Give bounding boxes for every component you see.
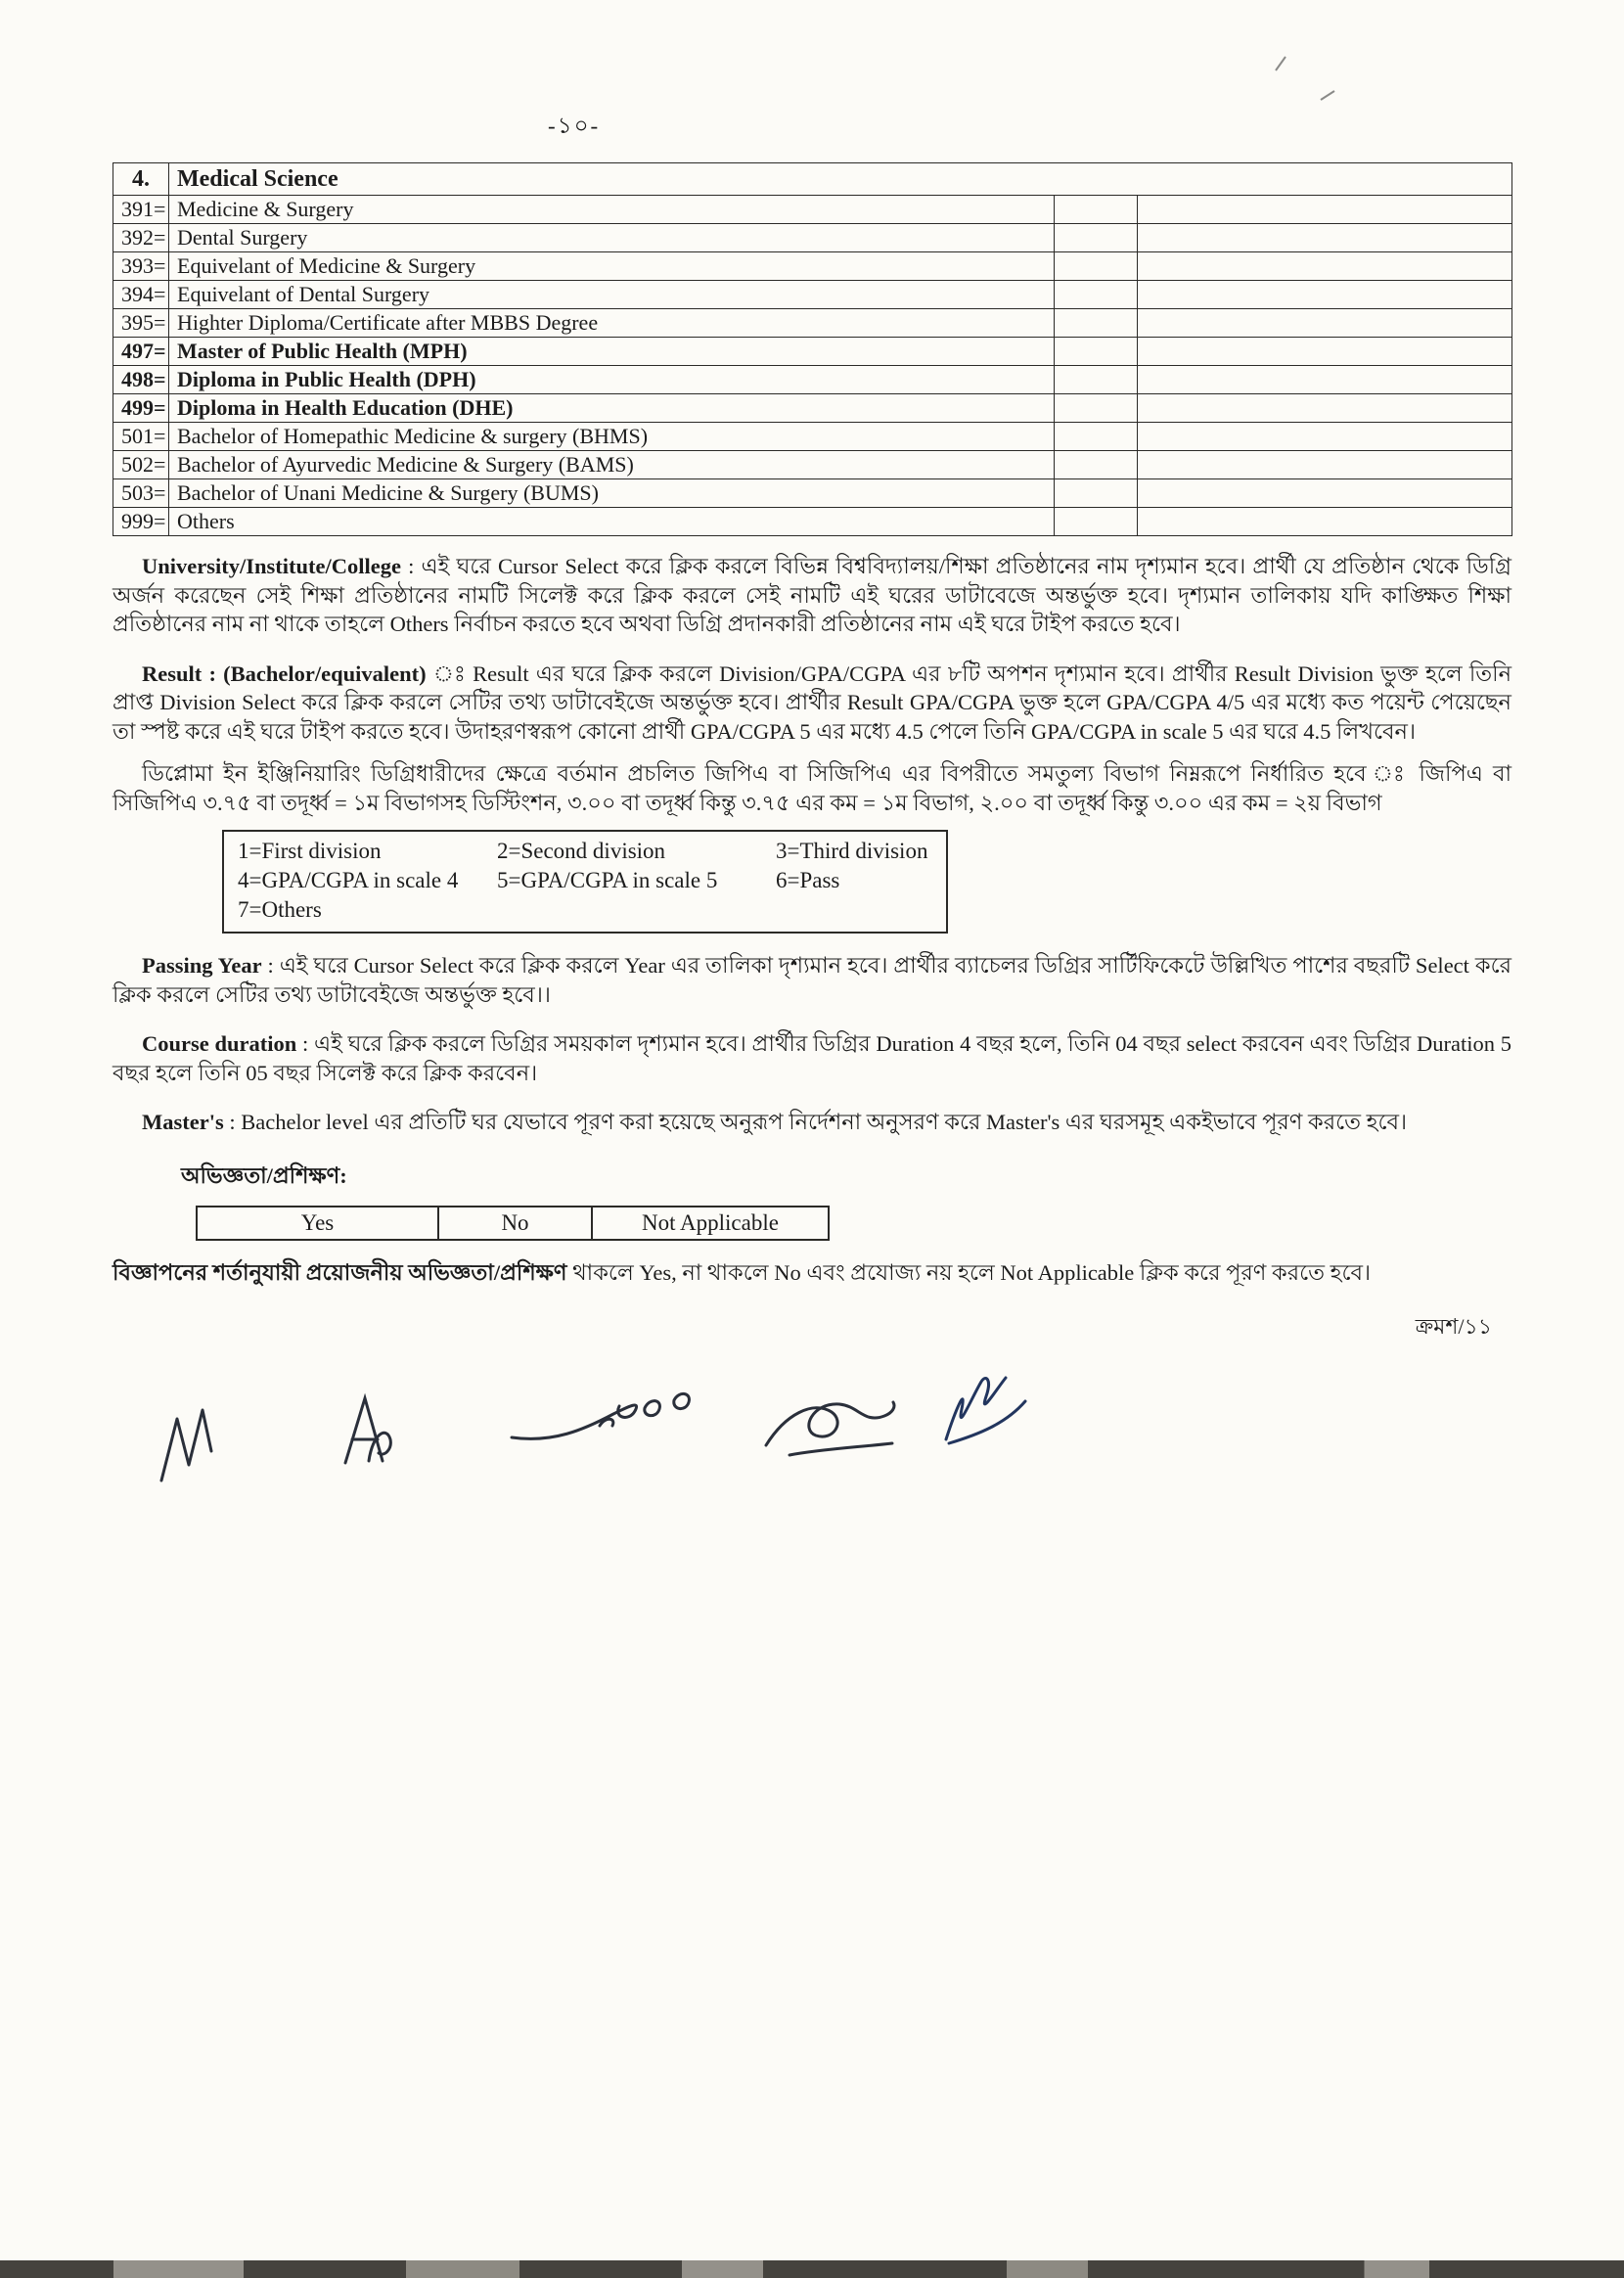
degree-label: Equivelant of Dental Surgery (169, 281, 1055, 309)
table-row (113, 366, 1512, 394)
degree-code: 501= (113, 423, 169, 451)
empty-cell (1055, 252, 1138, 281)
table-row (113, 309, 1512, 338)
table-row (113, 394, 1512, 423)
division-code-box (222, 830, 948, 934)
empty-cell (1055, 196, 1138, 224)
paragraph-lead: Course duration (142, 1031, 297, 1056)
degree-label: Master of Public Health (MPH) (169, 338, 1055, 366)
table-header-row (113, 163, 1512, 196)
degree-label: Diploma in Public Health (DPH) (169, 366, 1055, 394)
paragraph-text: : Bachelor level এর প্রতিটি ঘর যেভাবে পূরণ করা হয়েছে অনুরূপ নির্দেশনা অনুসরণ করে Master's এর ঘরসমূহ একইভাবে পূরণ করতে হবে। (223, 1110, 1408, 1134)
paragraph-footer-note (113, 1258, 1511, 1288)
section-number: 4. (113, 163, 169, 196)
page-number: -১০- (548, 114, 601, 138)
empty-cell (1138, 309, 1512, 338)
degree-code: 497= (113, 338, 169, 366)
degree-label: Bachelor of Ayurvedic Medicine & Surgery (BAMS) (169, 451, 1055, 479)
division-code (776, 895, 942, 925)
signature-mark (345, 1398, 390, 1463)
division-code: 3=Third division (776, 839, 928, 863)
division-code: 6=Pass (776, 868, 840, 892)
paragraph-result (113, 660, 1511, 747)
paragraph-lead: Passing Year (142, 953, 262, 978)
division-code (497, 895, 776, 925)
table-row (113, 423, 1512, 451)
empty-cell (1138, 224, 1512, 252)
experience-option-yes: Yes (197, 1207, 438, 1240)
paragraph-university (113, 552, 1511, 639)
empty-cell (1138, 479, 1512, 508)
degree-code: 394= (113, 281, 169, 309)
degree-label: Dental Surgery (169, 224, 1055, 252)
table-row (113, 252, 1512, 281)
empty-cell (1055, 224, 1138, 252)
empty-cell (1138, 394, 1512, 423)
empty-cell (1055, 479, 1138, 508)
table-row (113, 196, 1512, 224)
empty-cell (1055, 508, 1138, 536)
scan-artifact-band (0, 2260, 1624, 2278)
degree-code: 391= (113, 196, 169, 224)
paragraph-text: : এই ঘরে ক্লিক করলে ডিগ্রির সময়কাল দৃশ্যমান হবে। প্রার্থীর ডিগ্রির Duration 4 বছর হলে, তিনি 04 বছর select করবেন এবং ডিগ্রির Duration 5 বছর হলে তিনি 05 বছর সিলেক্ট করে ক্লিক করবেন। (113, 1031, 1511, 1085)
empty-cell (1138, 281, 1512, 309)
pen-mark (1321, 91, 1334, 100)
section-title: Medical Science (169, 163, 1512, 196)
degree-label: Others (169, 508, 1055, 536)
table-row (113, 224, 1512, 252)
empty-cell (1138, 508, 1512, 536)
paragraph-course-duration (113, 1029, 1511, 1087)
experience-training-label: অভিজ্ঞতা/প্রশিক্ষণ: (181, 1162, 347, 1188)
degree-label: Bachelor of Unani Medicine & Surgery (BUMS) (169, 479, 1055, 508)
table-row (113, 508, 1512, 536)
page-content (113, 162, 1511, 1346)
experience-options-table (196, 1206, 830, 1241)
empty-cell (1055, 366, 1138, 394)
paragraph-lead: Result : (Bachelor/equivalent) (142, 661, 427, 686)
table-row (113, 338, 1512, 366)
division-code: 5=GPA/CGPA in scale 5 (497, 868, 718, 892)
paragraph-lead: Master's (142, 1110, 224, 1134)
paragraph-lead: University/Institute/College (142, 554, 401, 578)
degree-label: Equivelant of Medicine & Surgery (169, 252, 1055, 281)
degree-label: Bachelor of Homepathic Medicine & surgery (BHMS) (169, 423, 1055, 451)
division-code: 1=First division (238, 839, 382, 863)
degree-label: Diploma in Health Education (DHE) (169, 394, 1055, 423)
empty-cell (1138, 252, 1512, 281)
table-row (113, 451, 1512, 479)
empty-cell (1055, 281, 1138, 309)
degree-code: 499= (113, 394, 169, 423)
empty-cell (1055, 309, 1138, 338)
empty-cell (1138, 423, 1512, 451)
table-row (113, 281, 1512, 309)
experience-option-no: No (438, 1207, 592, 1240)
division-code: 7=Others (238, 897, 322, 922)
paragraph-passing-year (113, 951, 1511, 1009)
degree-code: 393= (113, 252, 169, 281)
empty-cell (1055, 394, 1138, 423)
paragraph-text: ঃ Result এর ঘরে ক্লিক করলে Division/GPA/CGPA এর ৮টি অপশন দৃশ্যমান হবে। প্রার্থীর Result Division ভুক্ত হলে তিনি প্রাপ্ত Division Select করে ক্লিক করলে সেটির তথ্য ডাটাবেইজে অন্তর্ভুক্ত হবে। প্রার্থীর Result GPA/CGPA ভুক্ত হলে GPA/CGPA 4/5 এর মধ্যে কত পয়েন্ট পেয়েছেন তা স্পষ্ট করে এই ঘরে টাইপ করতে হবে। উদাহরণস্বরূপ কোনো প্রার্থী GPA/CGPA 5 এর মধ্যে 4.5 পেলে তিনি GPA/CGPA in scale 5 এর ঘরে 4.5 লিখবেন। (113, 661, 1511, 744)
degree-code: 999= (113, 508, 169, 536)
degree-code: 392= (113, 224, 169, 252)
degree-code: 502= (113, 451, 169, 479)
stray-pen-marks (1262, 49, 1350, 108)
signature-mark (766, 1402, 894, 1455)
division-code: 2=Second division (497, 839, 666, 863)
experience-option-not-applicable: Not Applicable (592, 1207, 829, 1240)
empty-cell (1138, 451, 1512, 479)
experience-options-row (197, 1207, 829, 1240)
paragraph-text: থাকলে Yes, না থাকলে No এবং প্রযোজ্য নয় হলে Not Applicable ক্লিক করে পূরণ করতে হবে। (566, 1259, 1372, 1285)
paragraph-text: : এই ঘরে Cursor Select করে ক্লিক করলে Year এর তালিকা দৃশ্যমান হবে। প্রার্থীর ব্যাচেলর ডিগ্রির সার্টিফিকেটে উল্লিখিত পাশের বছরটি Select করে ক্লিক করলে সেটির তথ্য ডাটাবেইজে অন্তর্ভুক্ত হবে।। (113, 953, 1511, 1007)
empty-cell (1055, 338, 1138, 366)
degree-code: 395= (113, 309, 169, 338)
empty-cell (1138, 196, 1512, 224)
empty-cell (1055, 451, 1138, 479)
degree-code: 498= (113, 366, 169, 394)
signature-mark (946, 1378, 1025, 1443)
empty-cell (1138, 338, 1512, 366)
division-code-grid (238, 837, 946, 925)
degree-code: 503= (113, 479, 169, 508)
table-row (113, 479, 1512, 508)
paragraph-text: : এই ঘরে Cursor Select করে ক্লিক করলে বিভিন্ন বিশ্ববিদ্যালয়/শিক্ষা প্রতিষ্ঠানের নাম দৃশ্যমান হবে। প্রার্থী যে প্রতিষ্ঠান থেকে ডিগ্রি অর্জন করেছেন সেই শিক্ষা প্রতিষ্ঠানের নামটি সিলেক্ট করে ক্লিক করলে সেই নামটি এই ঘরের ডাটাবেজে অন্তর্ভুক্ত হবে। দৃশ্যমান তালিকায় যদি কাঙ্ক্ষিত শিক্ষা প্রতিষ্ঠানের নাম না থাকে তাহলে Others নির্বাচন করতে হবে অথবা ডিগ্রি প্রদানকারী প্রতিষ্ঠানের নাম এই ঘরে টাইপ করতে হবে। (113, 554, 1511, 636)
degree-label: Highter Diploma/Certificate after MBBS Degree (169, 309, 1055, 338)
signature-mark (161, 1410, 211, 1481)
paragraph-diploma-equivalence (113, 759, 1511, 817)
pen-mark (1276, 57, 1286, 70)
empty-cell (1055, 423, 1138, 451)
empty-cell (1138, 366, 1512, 394)
paragraph-masters (113, 1108, 1511, 1137)
signature-marks (113, 1365, 1511, 1531)
signature-mark (512, 1393, 689, 1438)
continuation-marker: ক্রমশ/১১ (1415, 1314, 1492, 1339)
medical-science-table (113, 162, 1512, 536)
paragraph-lead: বিজ্ঞাপনের শর্তানুযায়ী প্রয়োজনীয় অভিজ্ঞতা/প্রশিক্ষণ (113, 1259, 567, 1285)
paragraph-text: ডিপ্লোমা ইন ইঞ্জিনিয়ারিং ডিগ্রিধারীদের ক্ষেত্রে বর্তমান প্রচলিত জিপিএ বা সিজিপিএ এর বিপরীতে সমতুল্য বিভাগ নিম্নরূপে নির্ধারিত হবে ঃ জিপিএ বা সিজিপিএ ৩.৭৫ বা তদূর্ধ্ব = ১ম বিভাগসহ ডিস্টিংশন, ৩.০০ বা তদূর্ধ্ব কিন্তু ৩.৭৫ এর কম = ১ম বিভাগ, ২.০০ বা তদূর্ধ্ব কিন্তু ৩.০০ এর কম = ২য় বিভাগ (113, 761, 1511, 815)
division-code: 4=GPA/CGPA in scale 4 (238, 868, 459, 892)
degree-label: Medicine & Surgery (169, 196, 1055, 224)
